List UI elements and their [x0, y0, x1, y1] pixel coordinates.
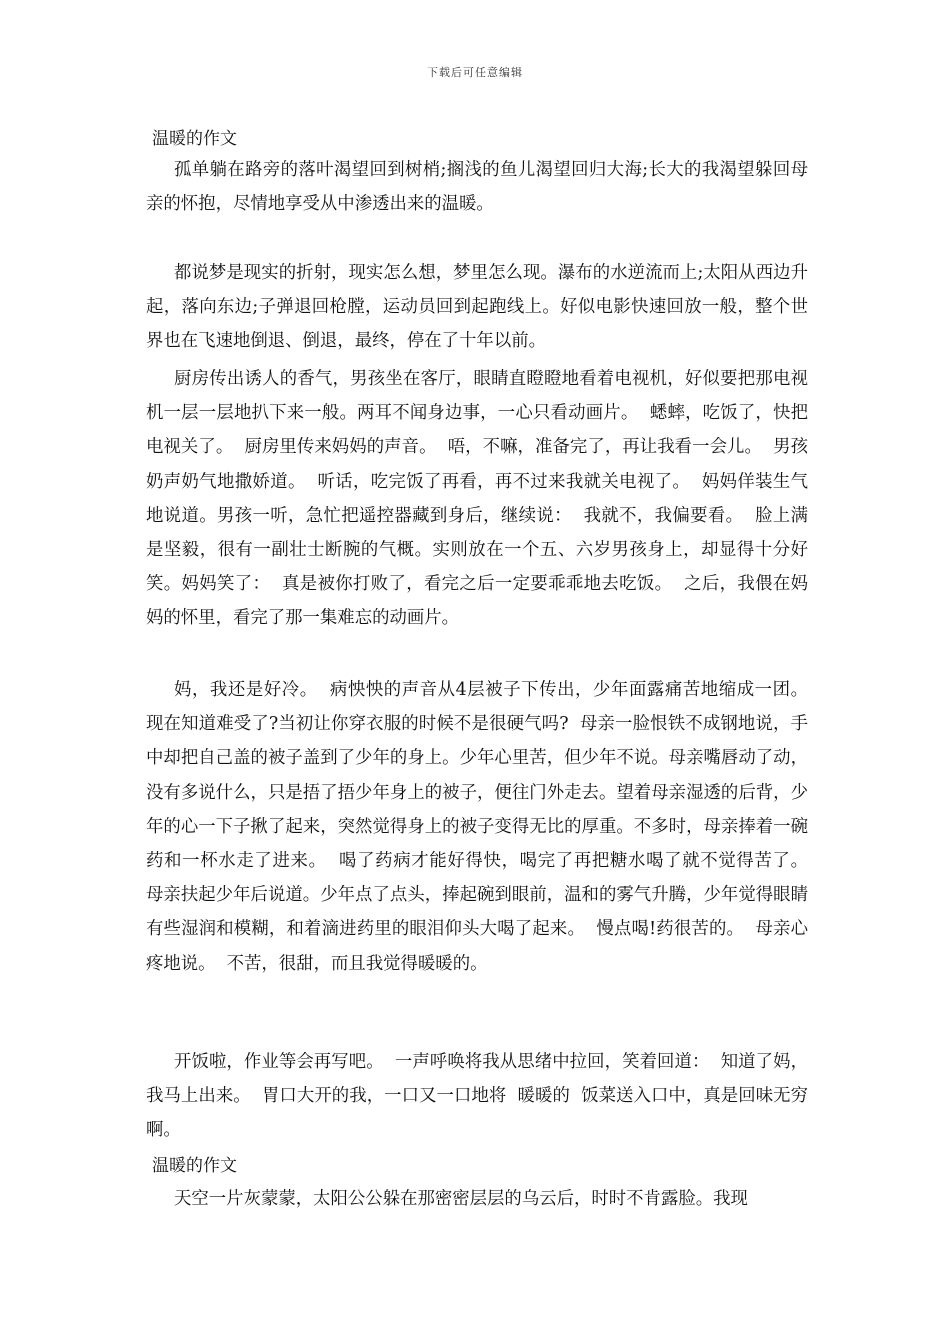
paragraph: 厨房传出诱人的香气，男孩坐在客厅，眼睛直瞪瞪地看着电视机，好似要把那电视机一层一层地扒下来一般。两耳不闻身边事，一心只看动画片。 蟋蟀，吃饭了，快把电视关了。 厨房里传来妈妈的声音。 唔，不嘛，准备完了，再让我看一会儿。 男孩奶声奶气地撒娇道。 听话，吃完饭了再看，再不过来我就关电视了。 妈妈佯装生气地说道。男孩一听，急忙把遥控器藏到身后，继续说： 我就不，我偏要看。 脸上满是坚毅，很有一副壮士断腕的气概。实则放在一个五、六岁男孩身上，却显得十分好笑。妈妈笑了： 真是被你打败了，看完之后一定要乖乖地去吃饭。 之后，我偎在妈妈的怀里，看完了那一集难忘的动画片。 [146, 369, 808, 629]
paragraph: 妈，我还是好冷。 病怏怏的声音从4层被子下传出，少年面露痛苦地缩成一团。 现在知道难受了?当初让你穿衣服的时候不是很硬气吗? 母亲一脸恨铁不成钢地说，手中却把自己盖的被子盖到了少年的身上。少年心里苦，但少年不说。母亲嘴唇动了动，没有多说什么，只是捂了捂少年身上的被子，便往门外走去。望着母亲湿透的后背，少年的心一下子揪了起来，突然觉得身上的被子变得无比的厚重。不多时，母亲捧着一碗药和一杯水走了进来。 喝了药病才能好得快，喝完了再把糖水喝了就不觉得苦了。 母亲扶起少年后说道。少年点了点头，捧起碗到眼前，温和的雾气升腾，少年觉得眼睛有些湿润和模糊，和着滴进药里的眼泪仰头大喝了起来。 慢点喝!药很苦的。 母亲心疼地说。 不苦，很甜，而且我觉得暖暖的。 [146, 680, 820, 974]
paragraph: 孤单躺在路旁的落叶渴望回到树梢;搁浅的鱼儿渴望回归大海;长大的我渴望躲回母亲的怀抱，尽情地享受从中渗透出来的温暖。 [146, 160, 808, 215]
paragraph: 开饭啦，作业等会再写吧。 一声呼唤将我从思绪中拉回，笑着回道： 知道了妈，我马上出来。 胃口大开的我，一口又一口地将 暖暖的 饭菜送入口中，真是回味无穷啊。 [146, 1052, 808, 1141]
page-header: 下载后可任意编辑 [427, 66, 523, 79]
paragraph: 都说梦是现实的折射，现实怎么想，梦里怎么现。瀑布的水逆流而上;太阳从西边升起，落向东边;子弹退回枪膛，运动员回到起跑线上。好似电影快速回放一般，整个世界也在飞速地倒退、倒退，最终，停在了十年以前。 [146, 263, 808, 352]
paragraph: 天空一片灰蒙蒙，太阳公公躲在那密密层层的乌云后，时时不肯露脸。我现 [174, 1189, 748, 1209]
document-title: 温暖的作文 [152, 129, 237, 149]
document-title-second: 温暖的作文 [152, 1156, 237, 1176]
